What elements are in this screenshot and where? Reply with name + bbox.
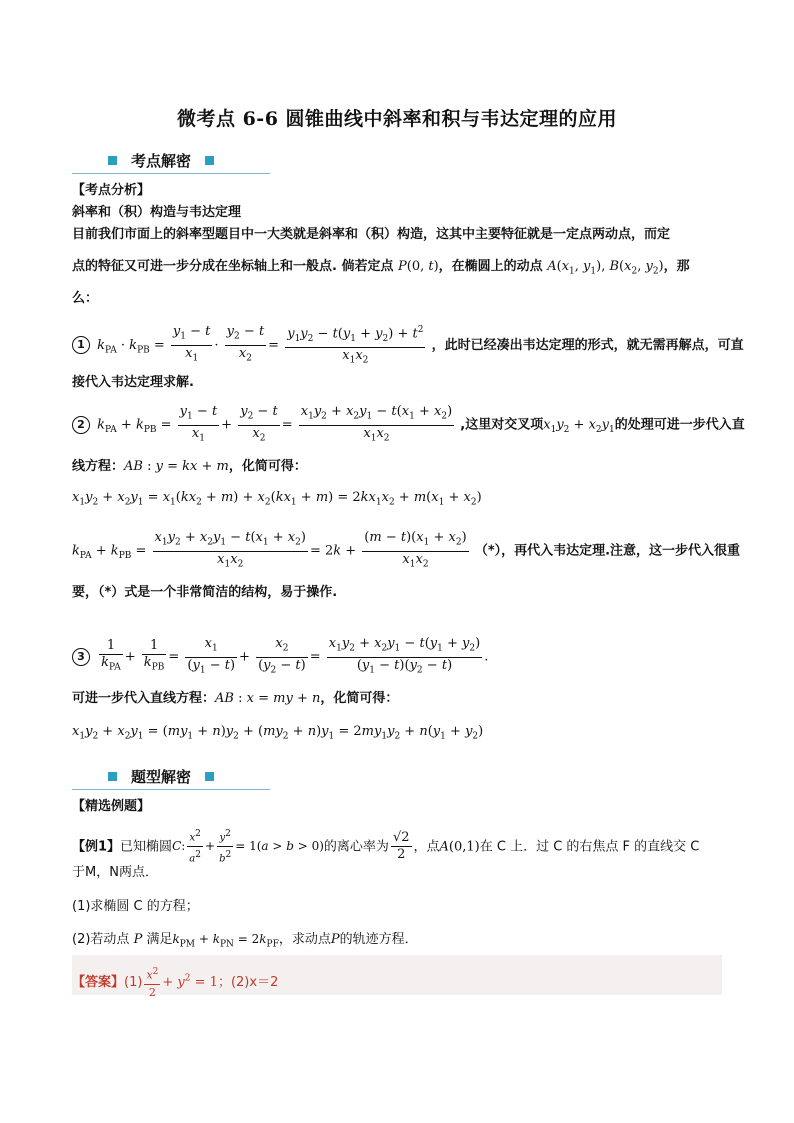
text-segment: （*），再代入韦达定理.注意，这一步代入很重 <box>474 543 741 559</box>
text-segment: ，化简可得： <box>320 691 399 706</box>
section-label: 考点解密 <box>131 152 192 170</box>
text-segment: 可进一步代入直线方程： <box>72 691 216 706</box>
paragraph-line: 要，（*）式是一个非常简洁的结构，易于操作. <box>72 585 338 600</box>
text-segment: (1) <box>124 974 143 990</box>
text-segment: 满足 <box>146 932 173 947</box>
formula-star: $k_{PA} + k_{PB}$ = $\frac{x_1y_2 + x_2y_1 - t(x_1 + x_2)}{x_1x_2}$ = 2k + $\frac{(m - t)(x_1 + x_2)}{x_1x_2}$ （*），再代入韦达定理.注意，这一步代入很重 <box>72 530 741 570</box>
text-segment: (2)x＝2 <box>230 974 279 990</box>
text-segment: ，那 <box>663 259 690 274</box>
example-statement: 【例1】已知椭圆C: $\frac{x^2}{a^2}$ + $\frac{y^2}{b^2}$ = 1(a > b > 0)的离心率为 $\frac{√2}{2}$ ，点A(0,1)在 C 上．过 C 的右焦点 F 的直线交 C <box>72 826 699 868</box>
example-heading: 【精选例题】 <box>72 799 151 814</box>
example-label: 【例1】 <box>72 839 121 855</box>
paragraph-line: 接代入韦达定理求解. <box>72 375 194 390</box>
square-bullet-icon <box>205 156 214 165</box>
page-title: 微考点 6-6 圆锥曲线中斜率和积与韦达定理的应用 <box>176 108 618 130</box>
text-segment: ,这里对交叉项 <box>460 417 544 433</box>
text-segment: 的离心率为 <box>323 839 389 855</box>
section-divider <box>72 789 270 790</box>
text-segment: ，求动点 <box>278 932 331 947</box>
circled-number-icon: 3 <box>72 648 90 666</box>
paragraph-line: 线方程：AB : y = kx + m，化简可得： <box>72 459 307 474</box>
section-label: 题型解密 <box>131 768 192 786</box>
text-segment: ，化简可得： <box>228 459 307 474</box>
square-bullet-icon <box>108 772 117 781</box>
text-segment: ，点 <box>413 839 440 855</box>
question-2: (2)若动点 P 满足$k_{PM} + k_{PN} = 2k_{PF}$，求动点P的轨迹方程． <box>72 932 418 950</box>
math-inline: P <box>398 259 407 274</box>
section-header-kaodian <box>72 150 270 172</box>
text-segment: 点的特征又可进一步分成在坐标轴上和一般点. 倘若定点 <box>72 259 394 274</box>
circled-number-icon: 2 <box>72 416 90 434</box>
formula-item-1: 1 $k_{PA} \cdot k_{PB}$ = $\frac{y_1 - t}{x_1}$ · $\frac{y_2 - t}{x_2}$ = $\frac{y_1y_2 - t(y_1 + y_2) + t^2}{x_1x_2}$ ，此时已经凑出韦达定理的形式，就无需再解点，可直 <box>72 322 744 369</box>
paragraph-line: 可进一步代入直线方程：AB : x = my + n，化简可得： <box>72 691 399 706</box>
square-bullet-icon <box>205 772 214 781</box>
paragraph-line: 么： <box>72 291 99 306</box>
question-1: (1)求椭圆 C 的方程； <box>72 899 199 914</box>
formula-expansion-2: $x_1y_2 + x_2y_1 = (my_1 + n)y_2 + (my_2 + n)y_1 = 2my_1y_2 + n(y_1 + y_2)$ <box>72 724 484 742</box>
text-segment: ，在椭圆上的动点 <box>438 259 543 274</box>
text-segment: 已知椭圆 <box>120 839 173 855</box>
paragraph-line: 点的特征又可进一步分成在坐标轴上和一般点. 倘若定点 P(0, t)，在椭圆上的动点 $A(x_1$, $y_1$), $B(x_2$, $y_2$)，那 <box>72 259 690 277</box>
section-header-tixing <box>72 766 270 788</box>
formula-item-3: 3 $\frac{1}{k_{PA}}$ + $\frac{1}{k_{PB}}$ = $\frac{x_1}{(y_1 - t)}$ + $\frac{x_2}{(y_2 - t)}$ = $\frac{x_1y_2 + x_2y_1 - t(y_1 + y_2)}{(y_1 - t)(y_2 - t)}$ . <box>72 636 488 678</box>
paragraph-line: 目前我们市面上的斜率型题目中一大类就是斜率和（积）构造，这其中主要特征就是一定点两动点，而定 <box>72 227 671 242</box>
formula-item-2: 2 $k_{PA} + k_{PB}$ = $\frac{y_1 - t}{x_1}$ + $\frac{y_2 - t}{x_2}$ = $\frac{x_1y_2 + x_2y_1 - t(x_1 + x_2)}{x_1x_2}$ ,这里对交叉项$x_1y_2 + x_2y_1$的处理可进一步代入直 <box>72 404 745 446</box>
text-segment: 在 C 上．过 C 的右焦点 F 的直线交 C <box>479 839 700 855</box>
text-segment: (2)若动点 <box>72 932 130 947</box>
answer-line: 【答案】(1) $\frac{x^2}{2}$ + $y^2 = 1$；(2)x＝2 <box>72 964 278 1001</box>
formula-expansion: $x_1y_2 + x_2y_1 = x_1(kx_2 + m) + x_2(kx_1 + m) = 2kx_1x_2 + m(x_1 + x_2)$ <box>72 490 482 508</box>
text-segment: ，此时已经凑出韦达定理的形式，就无需再解点，可直 <box>431 337 744 353</box>
circled-number-icon: 1 <box>72 336 90 354</box>
square-bullet-icon <box>108 156 117 165</box>
text-segment: 的轨迹方程． <box>339 932 418 947</box>
text-segment: 的处理可进一步代入直 <box>614 417 745 433</box>
text-segment: ； <box>217 974 231 990</box>
answer-label: 【答案】 <box>72 974 125 990</box>
example-line: 于M，N两点． <box>72 865 158 880</box>
section-divider <box>72 173 270 174</box>
text-segment: 线方程： <box>72 459 125 474</box>
analysis-heading: 【考点分析】 <box>72 183 151 198</box>
analysis-subheading: 斜率和（积）构造与韦达定理 <box>72 205 242 220</box>
